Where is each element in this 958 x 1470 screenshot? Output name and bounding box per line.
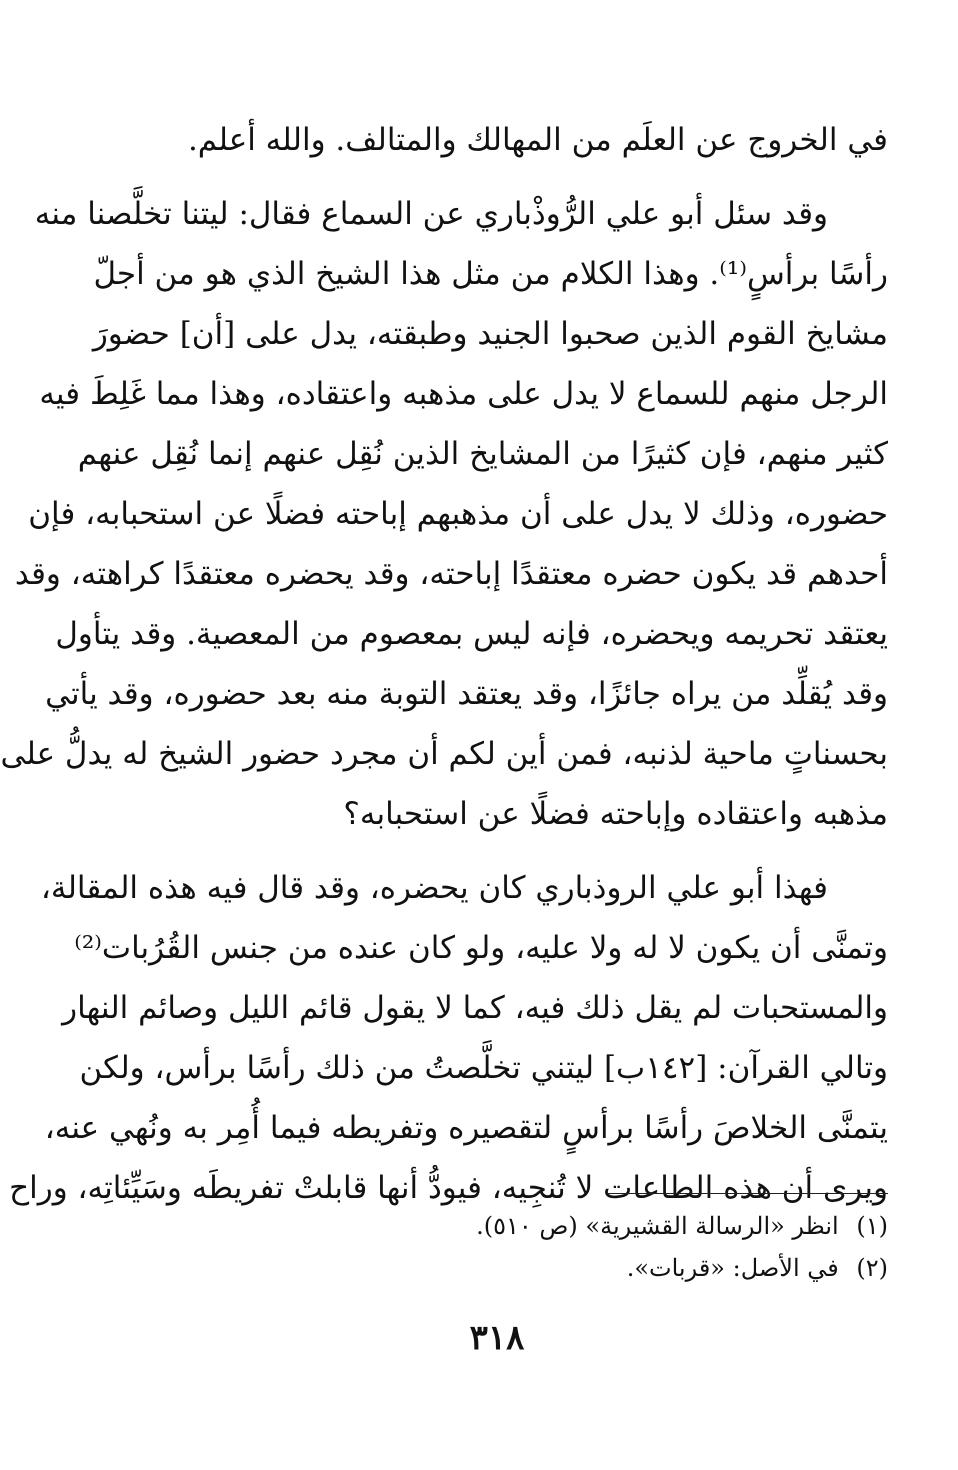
- text-line: والمستحبات لم يقل ذلك فيه، كما لا يقول قائم الليل وصائم النهار: [62, 990, 888, 1026]
- text-line: وتالي القرآن: [١٤٢ب] ليتني تخلَّصتُ من ذلك رأسًا برأس، ولكن: [79, 1050, 888, 1086]
- text-line: في الخروج عن العلَم من المهالك والمتالف. والله أعلم.: [187, 122, 888, 158]
- page-body: [0, 110, 888, 1218]
- text-line: يتمنَّى الخلاصَ رأسًا برأسٍ لتقصيره وتفريطه فيما أُمِر به ونُهي عنه،: [44, 1110, 888, 1146]
- paragraph: [9, 858, 888, 1218]
- text-line: ويرى أن هذه الطاعات لا تُنجِيه، فيودُّ أنها قابلتْ تفريطَه وسَيِّئاتِه، وراح: [9, 1170, 888, 1206]
- footnote-number: (١): [856, 1212, 888, 1240]
- text-line: أحدهم قد يكون حضره معتقدًا إباحته، وقد يحضره معتقدًا كراهته، وقد: [14, 556, 888, 592]
- footnote-divider: [608, 1193, 888, 1194]
- text-line: مذهبه واعتقاده وإباحته فضلًا عن استحبابه؟: [343, 796, 888, 832]
- footnote-number: (٢): [856, 1254, 888, 1282]
- text-line: رأسًا برأسٍ⁽¹⁾. وهذا الكلام من مثل هذا الشيخ الذي هو من أجلّ: [93, 256, 888, 292]
- text-line: بحسناتٍ ماحية لذنبه، فمن أين لكم أن مجرد حضور الشيخ له يدلُّ على: [0, 736, 888, 772]
- footnote: [106, 1247, 888, 1289]
- footnotes: [106, 1205, 888, 1289]
- text-line: وتمنَّى أن يكون لا له ولا عليه، ولو كان عنده من جنس القُرُبات⁽²⁾: [74, 930, 888, 966]
- footnote-text: في الأصل: «قربات».: [626, 1254, 839, 1282]
- text-line: وقد يُقلِّد من يراه جائزًا، وقد يعتقد التوبة منه بعد حضوره، وقد يأتي: [45, 676, 888, 712]
- footnote: [106, 1205, 888, 1247]
- text-line: وقد سئل أبو علي الرُّوذْباري عن السماع فقال: ليتنا تخلَّصنا منه: [34, 196, 828, 232]
- text-line: كثير منهم، فإن كثيرًا من المشايخ الذين نُقِل عنهم إنما نُقِل عنهم: [77, 436, 888, 472]
- text-line: فهذا أبو علي الروذباري كان يحضره، وقد قال فيه هذه المقالة،: [40, 870, 828, 906]
- footnote-text: انظر «الرسالة القشيرية» (ص ٥١٠).: [476, 1212, 839, 1240]
- text-line: حضوره، وذلك لا يدل على أن مذهبهم إباحته فضلًا عن استحبابه، فإن: [28, 496, 888, 532]
- text-line: الرجل منهم للسماع لا يدل على مذهبه واعتقاده، وهذا مما غَلِطَ فيه: [39, 376, 888, 412]
- text-line: يعتقد تحريمه ويحضره، فإنه ليس بمعصوم من المعصية. وقد يتأول: [55, 616, 888, 652]
- page-number: ٣١٨: [469, 1318, 525, 1358]
- paragraph: [106, 110, 888, 170]
- text-line: مشايخ القوم الذين صحبوا الجنيد وطبقته، يدل على [أن] حضورَ: [92, 316, 888, 352]
- paragraph: [0, 184, 888, 844]
